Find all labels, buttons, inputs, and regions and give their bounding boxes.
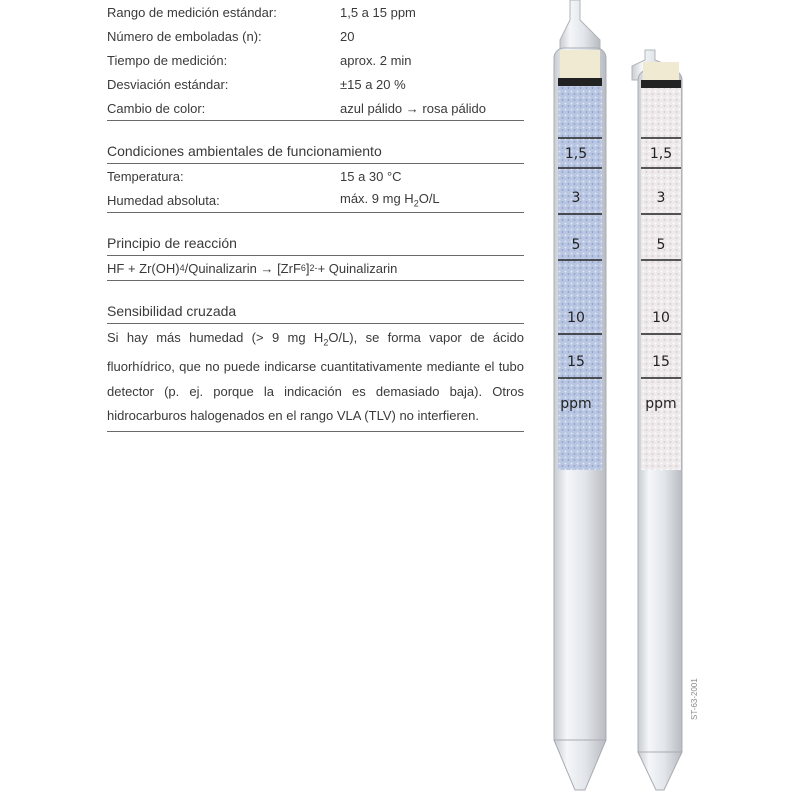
cross-sensitivity-title: Sensibilidad cruzada xyxy=(107,299,524,324)
humidity-value: máx. 9 mg $H_2O/L$ xyxy=(340,191,440,209)
conditions-title: Condiciones ambientales de funcionamiento xyxy=(107,139,524,164)
spec-row xyxy=(107,0,524,24)
left-tube xyxy=(554,0,606,790)
spec-label: Cambio de color: xyxy=(107,100,206,116)
scale-label: 5 xyxy=(571,237,581,253)
spec-row xyxy=(107,72,524,96)
reaction-formula: HF + Zr(OH) 4 /Quinalizarin → [ZrF 6 ] 2- + Quinalizarin xyxy=(107,256,524,281)
spec-value: 1,5 a 15 ppm xyxy=(340,4,416,20)
humidity-row xyxy=(107,188,524,213)
scale-label: 15 xyxy=(567,354,585,370)
reaction-title: Principio de reacción xyxy=(107,231,524,256)
humidity-label: Humedad absoluta: xyxy=(107,192,220,208)
scale-label: 10 xyxy=(652,310,670,326)
spec-row xyxy=(107,24,524,48)
image-code: ST-63-2001 xyxy=(690,678,699,720)
spec-value: aprox. 2 min xyxy=(340,52,412,68)
temperature-row xyxy=(107,164,524,188)
specification-panel xyxy=(107,0,524,432)
scale-label: ppm xyxy=(560,396,592,412)
spec-row xyxy=(107,48,524,72)
scale-label: 3 xyxy=(656,190,666,206)
scale-label: 1,5 xyxy=(649,146,673,162)
detector-tubes-image xyxy=(540,0,700,800)
spec-list xyxy=(107,0,524,121)
spec-label: Rango de medición estándar: xyxy=(107,4,277,20)
spec-label: Desviación estándar: xyxy=(107,76,229,92)
spec-label: Número de emboladas (n): xyxy=(107,28,262,44)
scale-label: 15 xyxy=(652,354,670,370)
scale-label: ppm xyxy=(645,396,677,412)
scale-label: 3 xyxy=(571,190,581,206)
scale-label: 1,5 xyxy=(564,146,588,162)
detector-tubes-svg xyxy=(540,0,700,800)
cross-sensitivity-text: Si hay más humedad (> 9 mg $H_2O/L$), se forma vapor de ácido fluorhídrico, que no puede indicarse cuantitativamente mediante el tubo detector (p. ej. porque la indicación es demasiado baja). Otros hidrocarburos halogenados en el rango VLA (TLV) no interfieren. xyxy=(107,324,524,432)
temperature-label: Temperatura: xyxy=(107,168,184,184)
spec-value: ±15 a 20 % xyxy=(340,76,406,92)
temperature-value: 15 a 30 °C xyxy=(340,168,402,184)
spec-value: azul pálido → rosa pálido xyxy=(340,100,486,116)
spec-label: Tiempo de medición: xyxy=(107,52,228,68)
spec-value: 20 xyxy=(340,28,355,44)
spec-row xyxy=(107,96,524,121)
scale-label: 5 xyxy=(656,237,666,253)
scale-label: 10 xyxy=(567,310,585,326)
